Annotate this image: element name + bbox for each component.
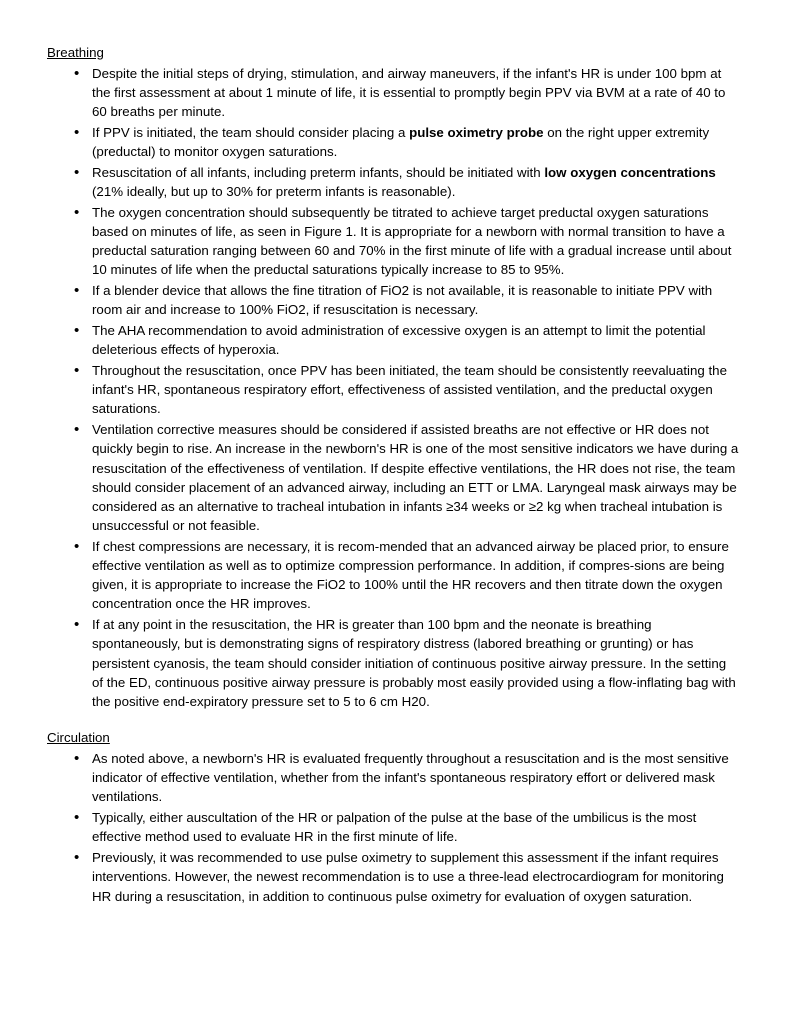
list-item xyxy=(46,123,739,161)
document-body xyxy=(46,44,739,906)
bullet-list xyxy=(46,64,739,711)
body-text: If at any point in the resuscitation, the HR is greater than 100 bpm and the neonate is breathing spontaneously, but is demonstrating signs of respiratory distress (labored breathing or grunting) or has persistent cyanosis, the team should consider initiation of continuous positive airway pressure. In the setting of the ED, continuous positive airway pressure is probably most easily provided using a flow-inflating bag with the positive end-expiratory pressure set to 5 to 6 cm H20. xyxy=(92,617,736,709)
section-heading: Circulation xyxy=(47,730,110,746)
body-text: on the right upper extremity (preductal) to monitor oxygen saturations. xyxy=(92,125,710,160)
body-text: If a blender device that allows the fine titration of FiO2 is not available, it is reasonable to initiate PPV with room air and increase to 100% FiO2, if resuscitation is necessary. xyxy=(92,283,713,318)
body-text: The oxygen concentration should subsequently be titrated to achieve target preductal oxygen saturations based on minutes of life, as seen in Figure 1. It is appropriate for a newborn with normal transition to have a preductal saturation ranging between 60 and 70% in the first minute of life with a gradual increase until about 10 minutes of life when the preductal saturations typically increase to 85 to 95%. xyxy=(92,204,732,278)
body-text: The AHA recommendation to avoid administration of excessive oxygen is an attempt to limit the potential deleterious effects of hyperoxia. xyxy=(92,323,706,358)
list-item xyxy=(46,808,739,846)
list-item xyxy=(46,64,739,122)
list-item xyxy=(46,321,739,359)
body-text: Despite the initial steps of drying, stimulation, and airway maneuvers, if the infant's HR is under 100 bpm at the first assessment at about 1 minute of life, it is essential to promptly begin PPV via BVM at a rate of 40 to 60 breaths per minute. xyxy=(92,65,726,120)
list-item xyxy=(46,848,739,906)
list-item xyxy=(46,163,739,201)
body-text: If PPV is initiated, the team should consider placing a xyxy=(92,125,410,141)
body-text: Resuscitation of all infants, including preterm infants, should be initiated with xyxy=(92,164,545,180)
emphasis-text: low oxygen concentrations xyxy=(544,164,716,180)
section-heading: Breathing xyxy=(47,45,104,60)
list-item xyxy=(46,537,739,614)
body-text: Typically, either auscultation of the HR or palpation of the pulse at the base of the umbilicus is the most effective method used to evaluate HR in the first minute of life. xyxy=(92,810,697,845)
list-item xyxy=(46,420,739,535)
body-text: Previously, it was recommended to use pulse oximetry to supplement this assessment if the infant requires interventions. However, the newest recommendation is to use a three-lead electrocardiogram for monitoring HR during a resuscitation, in addition to continuous pulse oximetry for evaluation of oxygen saturation. xyxy=(92,850,724,904)
list-item xyxy=(46,281,739,319)
bullet-list xyxy=(46,749,739,906)
body-text: As noted above, a newborn's HR is evaluated frequently throughout a resuscitation and is the most sensitive indicator of effective ventilation, whether from the infant's spontaneous respiratory effort or delivered mask ventilations. xyxy=(92,751,729,805)
body-text: (21% ideally, but up to 30% for preterm infants is reasonable). xyxy=(92,184,456,200)
list-item xyxy=(46,361,739,419)
list-item xyxy=(46,615,739,711)
list-item xyxy=(46,203,739,280)
list-item xyxy=(46,749,739,807)
body-text: Ventilation corrective measures should be considered if assisted breaths are not effective or HR does not quickly begin to rise. An increase in the newborn's HR is one of the most sensitive indicators we have during a resuscitation of the effectiveness of ventilation. If despite effective ventilations, the HR does not rise, the team should consider placement of an advanced airway, including an ETT or LMA. Laryngeal mask airways may be considered as an alternative to tracheal intubation in infants ≥34 weeks or ≥2 kg when tracheal intubation is unsuccessful or not feasible. xyxy=(92,422,739,534)
body-text: If chest compressions are necessary, it is recom-mended that an advanced airway be placed prior, to ensure effective ventilation as well as to optimize compression performance. In addition, if compres-sions are being given, it is appropriate to increase the FiO2 to 100% until the HR recovers and then titrate down the oxygen concentration once the HR improves. xyxy=(92,538,729,612)
body-text: Throughout the resuscitation, once PPV has been initiated, the team should be consistently reevaluating the infant's HR, spontaneous respiratory effort, effectiveness of assisted ventilation, and the preductal oxygen saturations. xyxy=(92,362,727,417)
emphasis-text: pulse oximetry probe xyxy=(409,125,544,141)
